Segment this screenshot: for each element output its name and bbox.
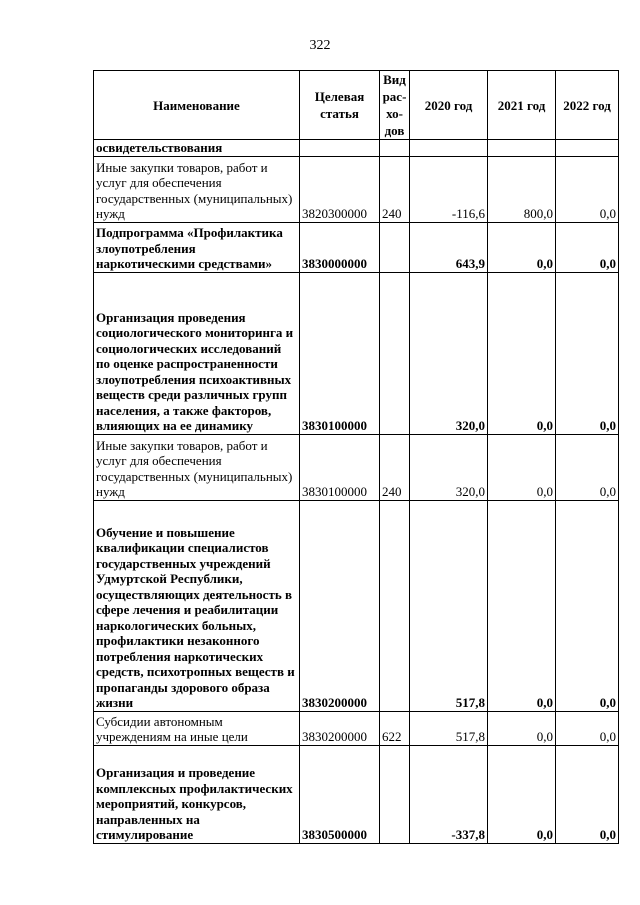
row-kind (380, 500, 410, 711)
row-name: Организация и проведение комплексных профилактических мероприятий, конкурсов, направленных на стимулирование (94, 745, 300, 843)
header-kind: Вид рас-хо-дов (380, 71, 410, 140)
row-name: Обучение и повышение квалификации специалистов государственных учреждений Удмуртской Республики, осуществляющих деятельность в сфере лечения и реабилитации наркологических больных, профилактики незаконного потребления наркотических средств, психотропных веществ и пропаганды здорового образа жизни (94, 500, 300, 711)
row-name: Иные закупки товаров, работ и услуг для обеспечения государственных (муниципальных) нужд (94, 156, 300, 222)
header-code: Целевая статья (300, 71, 380, 140)
row-2022: 0,0 (556, 434, 619, 500)
table-row (94, 140, 619, 157)
row-code (300, 140, 380, 157)
row-name: Иные закупки товаров, работ и услуг для обеспечения государственных (муниципальных) нужд (94, 434, 300, 500)
row-code: 3830000000 (300, 222, 380, 272)
row-2021: 800,0 (488, 156, 556, 222)
row-code: 3830200000 (300, 711, 380, 745)
row-2020: -337,8 (410, 745, 488, 843)
row-2020: 517,8 (410, 711, 488, 745)
header-2021: 2021 год (488, 71, 556, 140)
row-2022: 0,0 (556, 711, 619, 745)
row-kind (380, 745, 410, 843)
budget-table (93, 70, 619, 844)
row-2020: 320,0 (410, 272, 488, 434)
row-2020: 643,9 (410, 222, 488, 272)
row-2022: 0,0 (556, 500, 619, 711)
row-name: Организация проведения социологического мониторинга и социологических исследований по оценке распространенности злоупотребления психоактивных веществ среди различных групп населения, а также факторов, влияющих на ее динамику (94, 272, 300, 434)
header-2022: 2022 год (556, 71, 619, 140)
table-row (94, 434, 619, 500)
row-code: 3830500000 (300, 745, 380, 843)
row-kind (380, 222, 410, 272)
row-2022: 0,0 (556, 745, 619, 843)
row-kind (380, 140, 410, 157)
row-2020: 320,0 (410, 434, 488, 500)
row-kind: 240 (380, 434, 410, 500)
header-name: Наименование (94, 71, 300, 140)
table-header (94, 71, 619, 140)
row-2022: 0,0 (556, 222, 619, 272)
row-code: 3830100000 (300, 434, 380, 500)
row-code: 3830200000 (300, 500, 380, 711)
page-number: 322 (309, 38, 331, 53)
row-name: Субсидии автономным учреждениям на иные цели (94, 711, 300, 745)
row-2020: -116,6 (410, 156, 488, 222)
row-2021 (488, 140, 556, 157)
row-kind: 622 (380, 711, 410, 745)
table-body (94, 140, 619, 844)
row-name: Подпрограмма «Профилактика злоупотребления наркотическими средствами» (94, 222, 300, 272)
row-2022 (556, 140, 619, 157)
row-2020: 517,8 (410, 500, 488, 711)
row-2021: 0,0 (488, 500, 556, 711)
table-row (94, 272, 619, 434)
header-2020: 2020 год (410, 71, 488, 140)
row-name: освидетельствования (94, 140, 300, 157)
row-code: 3820300000 (300, 156, 380, 222)
table-row (94, 745, 619, 843)
row-kind: 240 (380, 156, 410, 222)
table-row (94, 711, 619, 745)
table-row (94, 500, 619, 711)
row-2021: 0,0 (488, 434, 556, 500)
table-row (94, 156, 619, 222)
table-row (94, 222, 619, 272)
row-2021: 0,0 (488, 711, 556, 745)
row-kind (380, 272, 410, 434)
row-2020 (410, 140, 488, 157)
row-code: 3830100000 (300, 272, 380, 434)
row-2021: 0,0 (488, 745, 556, 843)
row-2021: 0,0 (488, 222, 556, 272)
row-2021: 0,0 (488, 272, 556, 434)
row-2022: 0,0 (556, 156, 619, 222)
row-2022: 0,0 (556, 272, 619, 434)
